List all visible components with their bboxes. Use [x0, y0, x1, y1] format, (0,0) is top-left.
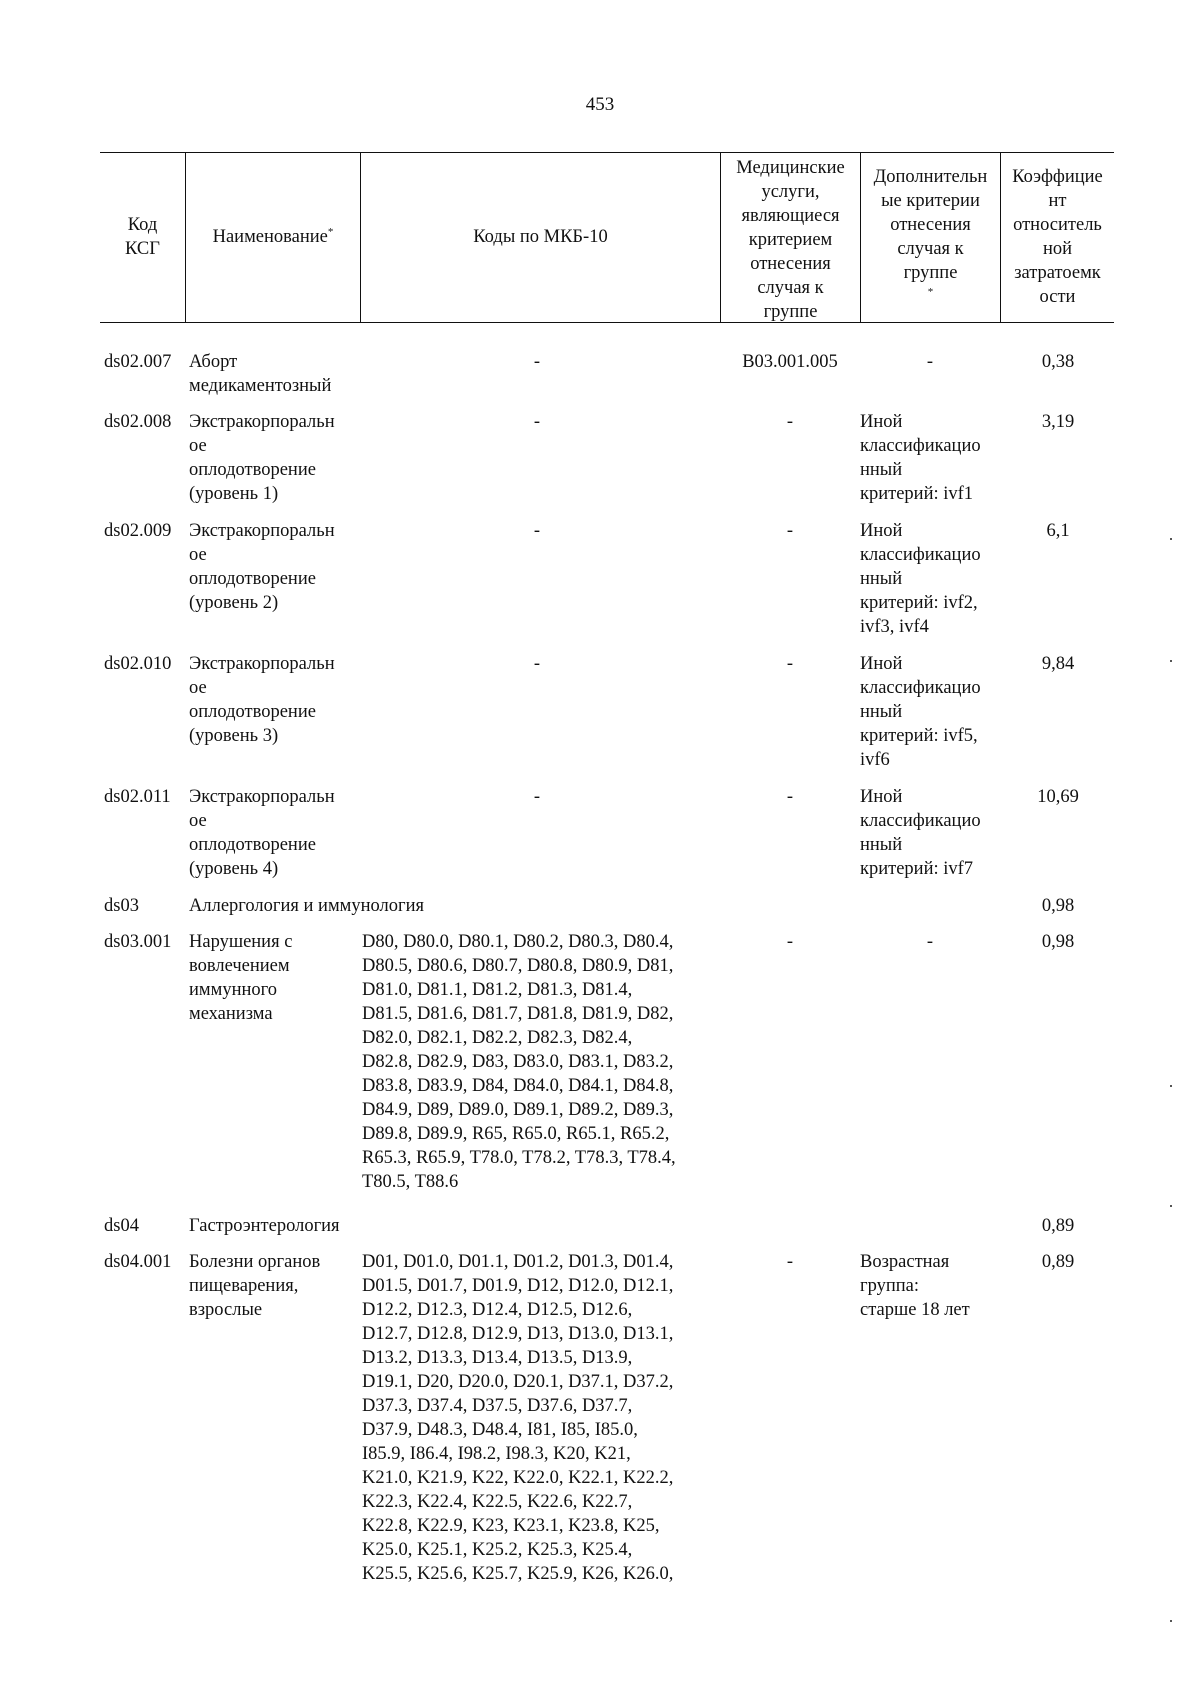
- row-name-line: оплодотворение: [189, 835, 316, 855]
- row-name-line: оплодотворение: [189, 460, 316, 480]
- header-code-line: Код: [127, 215, 158, 235]
- icd-line: D37.3, D37.4, D37.5, D37.6, D37.7,: [362, 1396, 633, 1416]
- icd-line: D19.1, D20, D20.0, D20.1, D37.1, D37.2,: [362, 1372, 674, 1392]
- row-name: [189, 350, 331, 398]
- header-services-line: случая к: [757, 278, 824, 298]
- group-coef: 0,98: [1041, 896, 1075, 916]
- header-additional-line: отнесения: [890, 215, 971, 235]
- row-additional: [860, 519, 981, 639]
- row-additional-line: Иной: [860, 412, 903, 432]
- row-name-line: (уровень 3): [189, 726, 279, 746]
- icd-line: D82.8, D82.9, D83, D83.0, D83.1, D83.2,: [362, 1052, 674, 1072]
- row-additional-line: ivf3, ivf4: [860, 617, 929, 637]
- header-icd-text: Коды по МКБ-10: [473, 227, 608, 247]
- row-code: ds02.007: [104, 352, 172, 372]
- scan-speck: [1170, 1205, 1172, 1207]
- row-coef: 9,84: [1041, 654, 1075, 674]
- header-code-line: КСГ: [125, 239, 160, 259]
- row-icd: -: [533, 787, 541, 807]
- footnote-mark: *: [327, 225, 334, 238]
- row-name-line: ое: [189, 811, 207, 831]
- row-code: ds02.009: [104, 521, 172, 541]
- icd-line: D80.5, D80.6, D80.7, D80.8, D80.9, D81,: [362, 956, 674, 976]
- row-name-line: (уровень 4): [189, 859, 279, 879]
- row-name-line: механизма: [189, 1004, 273, 1024]
- row-name-line: Аборт: [189, 352, 238, 372]
- row-icd: -: [533, 654, 541, 674]
- row-additional-line: критерий: ivf7: [860, 859, 974, 879]
- row-additional-line: нный: [860, 835, 903, 855]
- header-coef-line: относитель: [1013, 215, 1102, 235]
- icd-line: R65.3, R65.9, T78.0, T78.2, T78.3, T78.4,: [362, 1148, 676, 1168]
- row-name-line: Нарушения с: [189, 932, 293, 952]
- scan-speck: [1170, 1620, 1172, 1622]
- header-coef-line: ной: [1042, 239, 1073, 259]
- header-services-line: критерием: [748, 230, 833, 250]
- header-coef: [1001, 152, 1114, 322]
- row-code: ds02.008: [104, 412, 172, 432]
- row-additional-line: критерий: ivf5,: [860, 726, 978, 746]
- row-coef: 3,19: [1041, 412, 1075, 432]
- row-additional-line: Возрастная: [860, 1252, 950, 1272]
- row-name-line: Болезни органов: [189, 1252, 321, 1272]
- header-additional-line: группе: [903, 263, 958, 283]
- icd-line: D12.2, D12.3, D12.4, D12.5, D12.6,: [362, 1300, 633, 1320]
- header-coef-line: затратоемк: [1014, 263, 1101, 283]
- row-services: -: [786, 1252, 794, 1272]
- row-coef: 0,38: [1041, 352, 1075, 372]
- row-additional-line: классификацио: [860, 678, 981, 698]
- icd-line: K22.8, K22.9, K23, K23.1, K23.8, K25,: [362, 1516, 660, 1536]
- row-additional-line: ivf6: [860, 750, 890, 770]
- row-services: B03.001.005: [742, 352, 838, 372]
- header-coef-line: нт: [1048, 191, 1067, 211]
- row-name: [189, 410, 335, 506]
- header-name-text: Наименование: [212, 227, 328, 247]
- header-name: [186, 152, 360, 322]
- row-name-line: ое: [189, 545, 207, 565]
- icd-line: K22.3, K22.4, K22.5, K22.6, K22.7,: [362, 1492, 633, 1512]
- row-name-line: вовлечением: [189, 956, 290, 976]
- header-additional-line: случая к: [897, 239, 964, 259]
- row-additional-line: Иной: [860, 654, 903, 674]
- row-services: -: [786, 521, 794, 541]
- row-name: [189, 785, 335, 881]
- row-additional-line: Иной: [860, 521, 903, 541]
- header-services-line: являющиеся: [741, 206, 840, 226]
- row-name: [189, 1250, 320, 1322]
- row-services: -: [786, 412, 794, 432]
- icd-line: D81.5, D81.6, D81.7, D81.8, D81.9, D82,: [362, 1004, 674, 1024]
- row-additional: [860, 652, 981, 772]
- row-icd: -: [533, 352, 541, 372]
- row-name-line: Экстракорпоральн: [189, 521, 335, 541]
- row-additional-line: классификацио: [860, 436, 981, 456]
- group-code: ds04: [104, 1216, 139, 1236]
- group-coef: 0,89: [1041, 1216, 1075, 1236]
- icd-line: K25.0, K25.1, K25.2, K25.3, K25.4,: [362, 1540, 633, 1560]
- row-name-line: Экстракорпоральн: [189, 787, 335, 807]
- row-additional-line: классификацио: [860, 545, 981, 565]
- row-additional-line: критерий: ivf1: [860, 484, 974, 504]
- row-additional-line: классификацио: [860, 811, 981, 831]
- header-additional: [861, 152, 1000, 322]
- row-additional: [860, 785, 981, 881]
- row-additional: -: [926, 932, 934, 952]
- row-additional-line: критерий: ivf2,: [860, 593, 978, 613]
- footnote-mark: *: [927, 285, 934, 298]
- icd-line: D83.8, D83.9, D84, D84.0, D84.1, D84.8,: [362, 1076, 674, 1096]
- row-name: [189, 652, 335, 748]
- header-additional-line: ые критерии: [881, 191, 980, 211]
- row-additional-line: нный: [860, 702, 903, 722]
- row-services: -: [786, 932, 794, 952]
- row-name-line: Экстракорпоральн: [189, 412, 335, 432]
- row-name: [189, 930, 292, 1026]
- icd-line: D82.0, D82.1, D82.2, D82.3, D82.4,: [362, 1028, 633, 1048]
- scan-speck: [1170, 538, 1172, 540]
- row-name-line: (уровень 2): [189, 593, 279, 613]
- row-services: -: [786, 787, 794, 807]
- header-coef-line: Коэффицие: [1012, 167, 1103, 187]
- icd-line: D81.0, D81.1, D81.2, D81.3, D81.4,: [362, 980, 633, 1000]
- row-code: ds04.001: [104, 1252, 172, 1272]
- header-services-line: услуги,: [761, 182, 820, 202]
- row-additional-line: Иной: [860, 787, 903, 807]
- header-icd: [361, 152, 720, 322]
- row-additional-line: старше 18 лет: [860, 1300, 970, 1320]
- row-icd: [362, 1250, 673, 1586]
- icd-line: D12.7, D12.8, D12.9, D13, D13.0, D13.1,: [362, 1324, 674, 1344]
- row-name-line: оплодотворение: [189, 702, 316, 722]
- row-name-line: медикаментозный: [189, 376, 332, 396]
- row-icd: [362, 930, 676, 1194]
- row-name-line: (уровень 1): [189, 484, 279, 504]
- row-coef: 10,69: [1037, 787, 1079, 807]
- row-services: -: [786, 654, 794, 674]
- row-name-line: ое: [189, 678, 207, 698]
- icd-line: D80, D80.0, D80.1, D80.2, D80.3, D80.4,: [362, 932, 674, 952]
- group-name: Аллергология и иммунология: [189, 896, 424, 916]
- icd-line: T80.5, T88.6: [362, 1172, 459, 1192]
- icd-line: I85.9, I86.4, I98.2, I98.3, K20, K21,: [362, 1444, 631, 1464]
- row-coef: 6,1: [1046, 521, 1070, 541]
- page-number: 453: [585, 94, 615, 115]
- row-coef: 0,98: [1041, 932, 1075, 952]
- icd-line: D01.5, D01.7, D01.9, D12, D12.0, D12.1,: [362, 1276, 674, 1296]
- row-name-line: взрослые: [189, 1300, 263, 1320]
- row-icd: -: [533, 521, 541, 541]
- row-code: ds03.001: [104, 932, 172, 952]
- icd-line: D01, D01.0, D01.1, D01.2, D01.3, D01.4,: [362, 1252, 674, 1272]
- row-additional: -: [926, 352, 934, 372]
- row-name-line: Экстракорпоральн: [189, 654, 335, 674]
- header-services-line: Медицинские: [736, 158, 845, 178]
- header-code: [100, 152, 185, 322]
- icd-line: D37.9, D48.3, D48.4, I81, I85, I85.0,: [362, 1420, 638, 1440]
- row-additional-line: нный: [860, 569, 903, 589]
- header-services: [721, 152, 860, 322]
- row-name: [189, 519, 335, 615]
- row-additional-line: нный: [860, 460, 903, 480]
- row-code: ds02.010: [104, 654, 172, 674]
- scan-speck: [1170, 1085, 1172, 1087]
- icd-line: D89.8, D89.9, R65, R65.0, R65.1, R65.2,: [362, 1124, 670, 1144]
- icd-line: K25.5, K25.6, K25.7, K25.9, K26, K26.0,: [362, 1564, 674, 1584]
- header-services-line: группе: [763, 302, 818, 322]
- header-services-line: отнесения: [750, 254, 831, 274]
- row-additional: [860, 1250, 970, 1322]
- row-name-line: пищеварения,: [189, 1276, 299, 1296]
- header-bottom-rule: [100, 322, 1114, 323]
- icd-line: K21.0, K21.9, K22, K22.0, K22.1, K22.2,: [362, 1468, 674, 1488]
- row-name-line: иммунного: [189, 980, 277, 1000]
- icd-line: D84.9, D89, D89.0, D89.1, D89.2, D89.3,: [362, 1100, 674, 1120]
- row-additional: [860, 410, 981, 506]
- row-coef: 0,89: [1041, 1252, 1075, 1272]
- row-name-line: оплодотворение: [189, 569, 316, 589]
- row-icd: -: [533, 412, 541, 432]
- group-name: Гастроэнтерология: [189, 1216, 340, 1236]
- header-additional-line: Дополнительн: [873, 167, 988, 187]
- header-coef-line: ости: [1039, 287, 1076, 307]
- row-code: ds02.011: [104, 787, 171, 807]
- row-additional-line: группа:: [860, 1276, 919, 1296]
- icd-line: D13.2, D13.3, D13.4, D13.5, D13.9,: [362, 1348, 633, 1368]
- row-name-line: ое: [189, 436, 207, 456]
- scan-speck: [1170, 660, 1172, 662]
- group-code: ds03: [104, 896, 139, 916]
